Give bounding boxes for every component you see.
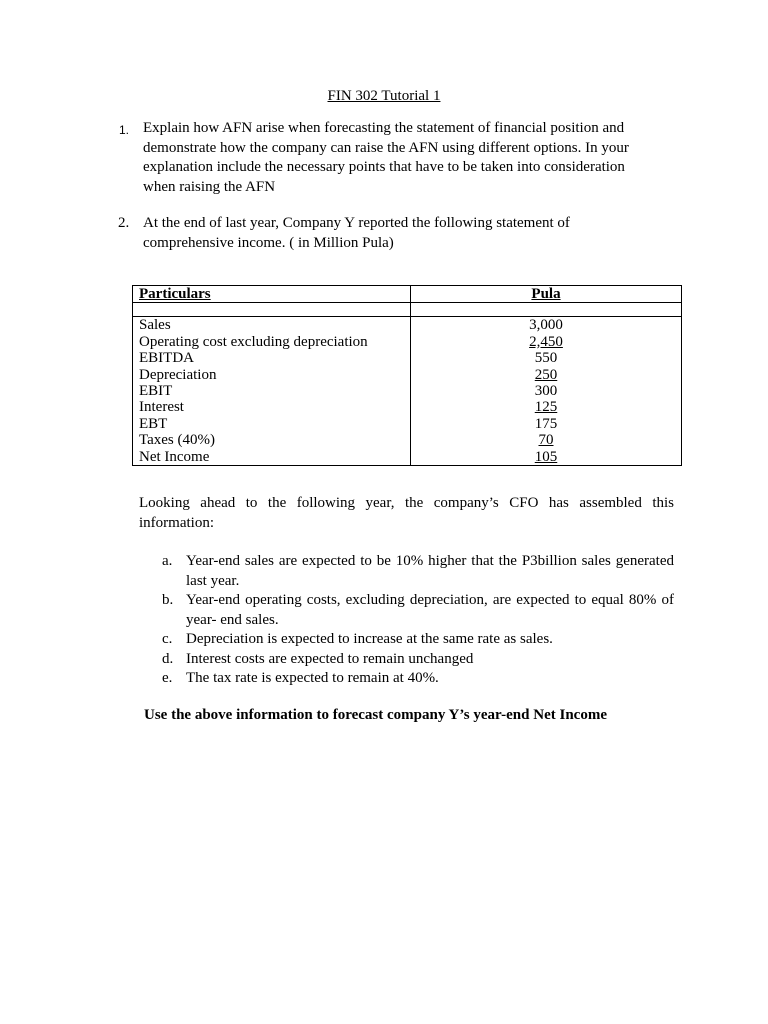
row-label: Net Income (133, 449, 411, 466)
table-row (133, 350, 682, 366)
row-label: EBIT (133, 383, 411, 399)
cfo-intro-paragraph: Looking ahead to the following year, the company’s CFO has assembled this information: (139, 495, 674, 531)
list-item-text: Depreciation is expected to increase at the same rate as sales. (186, 631, 553, 647)
row-value: 550 (534, 350, 558, 367)
table-row (133, 367, 682, 383)
list-item (162, 552, 674, 591)
list-item (162, 591, 674, 630)
list-item (162, 650, 674, 670)
row-label: EBT (133, 416, 411, 432)
list-item-text: Year-end operating costs, excluding depreciation, are expected to equal 80% of year- end sales. (186, 592, 674, 628)
task-instruction: Use the above information to forecast company Y’s year-end Net Income (144, 707, 607, 723)
row-value: 300 (534, 383, 558, 400)
list-item-text: The tax rate is expected to remain at 40%. (186, 670, 439, 686)
list-marker: c. (162, 631, 173, 647)
list-item (162, 669, 674, 689)
list-marker: d. (162, 650, 174, 667)
question-2 (118, 214, 653, 253)
row-label: Sales (133, 317, 411, 334)
row-label: Taxes (40%) (133, 432, 411, 448)
table-row (133, 449, 682, 466)
list-item-text: Year-end sales are expected to be 10% higher that the P3billion sales generated last year. (186, 553, 674, 589)
row-label: Depreciation (133, 367, 411, 383)
row-label: Operating cost excluding depreciation (133, 334, 411, 350)
assumptions-list (162, 552, 674, 689)
table-row (133, 317, 682, 334)
list-marker: e. (162, 670, 173, 686)
header-pula: Pula (411, 286, 682, 303)
row-value: 105 (534, 448, 558, 465)
row-value: 2,450 (529, 333, 563, 350)
table-row (133, 383, 682, 399)
list-item-text: Interest costs are expected to remain unchanged (186, 650, 474, 667)
document-title: FIN 302 Tutorial 1 (327, 88, 441, 104)
list-marker: a. (162, 553, 173, 569)
question-1 (119, 119, 653, 197)
table-header-row (133, 286, 682, 303)
list-marker: b. (162, 592, 174, 608)
table-row (133, 432, 682, 448)
row-value: 250 (534, 366, 558, 383)
table-row (133, 416, 682, 432)
row-value: 3,000 (529, 317, 563, 334)
question-1-number: 1. (119, 123, 130, 137)
row-label: Interest (133, 399, 411, 415)
question-2-text: At the end of last year, Company Y reported the following statement of comprehensive income. ( in Million Pula) (143, 215, 570, 251)
list-item (162, 630, 674, 650)
table-spacer-row (133, 303, 682, 317)
row-value: 125 (534, 399, 558, 416)
header-particulars: Particulars (133, 286, 411, 303)
row-label: EBITDA (133, 350, 411, 366)
income-statement-table (132, 285, 682, 466)
table-row (133, 399, 682, 415)
question-1-text: Explain how AFN arise when forecasting the statement of financial position and demonstrate how the company can raise the AFN using different options. In your explanation include the necessary points that have to be taken into consideration when raising the AFN (143, 120, 629, 195)
table-row (133, 334, 682, 350)
row-value: 175 (534, 415, 558, 432)
question-2-number: 2. (118, 215, 130, 231)
row-value: 70 (538, 432, 554, 449)
